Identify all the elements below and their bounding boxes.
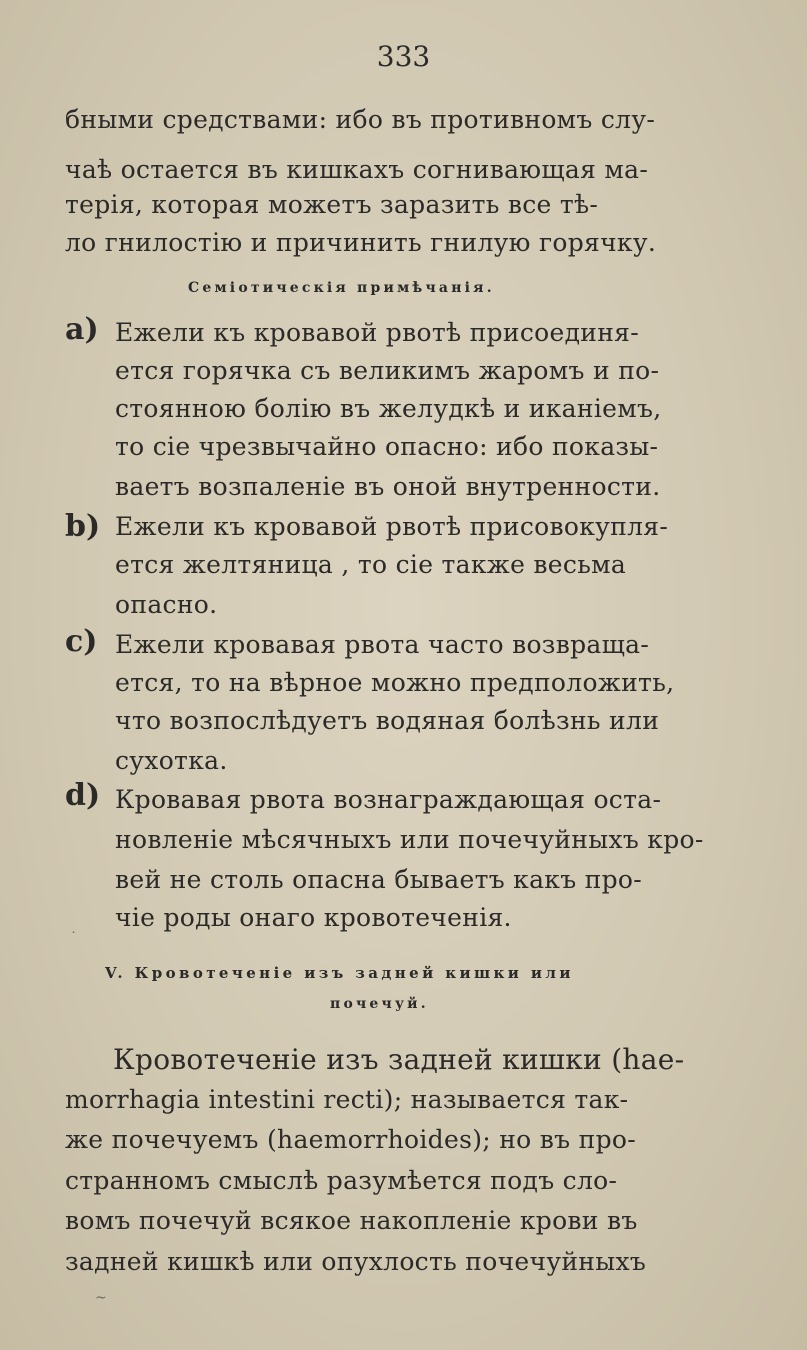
chapter-heading: V. Кровотеченіе изъ задней кишки или (105, 964, 574, 982)
body-line: же почечуемъ (haemorrhoides); но въ про- (65, 1125, 636, 1154)
item-c-line: сухотка. (115, 746, 228, 775)
chapter-heading-line2: почечуй. (330, 996, 429, 1012)
item-a-line: стоянною болію въ желудкѣ и иканіемъ, (115, 394, 662, 423)
item-d-line: вей не столь опасна бываетъ какъ про- (115, 865, 643, 894)
body-line: Кровотеченіе изъ задней кишки (haе- (113, 1043, 685, 1076)
item-b-line: ется желтяница , то сіе также весьма (115, 550, 627, 579)
body-line: вомъ почечуй всякое накопленіе крови въ (65, 1206, 638, 1235)
intro-line: терія, которая можетъ заразить все тѣ- (65, 190, 599, 219)
item-label-a: a) (65, 312, 99, 347)
item-a-line: Ежели къ кровавой рвотѣ присоединя- (115, 318, 640, 347)
item-a-line: ется горячка съ великимъ жаромъ и по- (115, 356, 660, 385)
body-line: странномъ смыслѣ разумѣется подъ сло- (65, 1166, 618, 1195)
item-c-line: ется, то на вѣрное можно предположить, (115, 668, 675, 697)
item-c-line: что возпослѣдуетъ водяная болѣзнь или (115, 706, 660, 735)
ink-speck: ˙ (70, 930, 77, 946)
item-d-line: Кровавая рвота вознаграждающая оста- (115, 785, 662, 814)
intro-line: бными средствами: ибо въ противномъ слу- (65, 105, 656, 134)
item-a-line: то сіе чрезвычайно опасно: ибо показы- (115, 432, 659, 461)
item-b-line: опасно. (115, 590, 218, 619)
item-a-line: ваетъ возпаленіе въ оной внутренности. (115, 472, 661, 501)
item-label-d: d) (65, 778, 101, 813)
item-label-c: c) (65, 624, 98, 659)
page-number: 333 (376, 40, 431, 73)
section-heading: Семіотическія примѣчанія. (188, 280, 495, 296)
item-label-b: b) (65, 509, 101, 544)
item-d-line: новленіе мѣсячныхъ или почечуйныхъ кро- (115, 825, 704, 854)
intro-line: ло гнилостію и причинить гнилую горячку. (65, 228, 657, 257)
intro-line: чаѣ остается въ кишкахъ согнивающая ма- (65, 155, 649, 184)
item-b-line: Ежели къ кровавой рвотѣ присовокупля- (115, 512, 669, 541)
ink-speck: ~ (95, 1290, 107, 1306)
body-line: задней кишкѣ или опухлость почечуйныхъ (65, 1247, 647, 1276)
item-d-line: чіе роды онаго кровотеченія. (115, 903, 512, 932)
body-line: morrhagia intestini recti); называется так- (65, 1085, 629, 1114)
item-c-line: Ежели кровавая рвота часто возвраща- (115, 630, 650, 659)
